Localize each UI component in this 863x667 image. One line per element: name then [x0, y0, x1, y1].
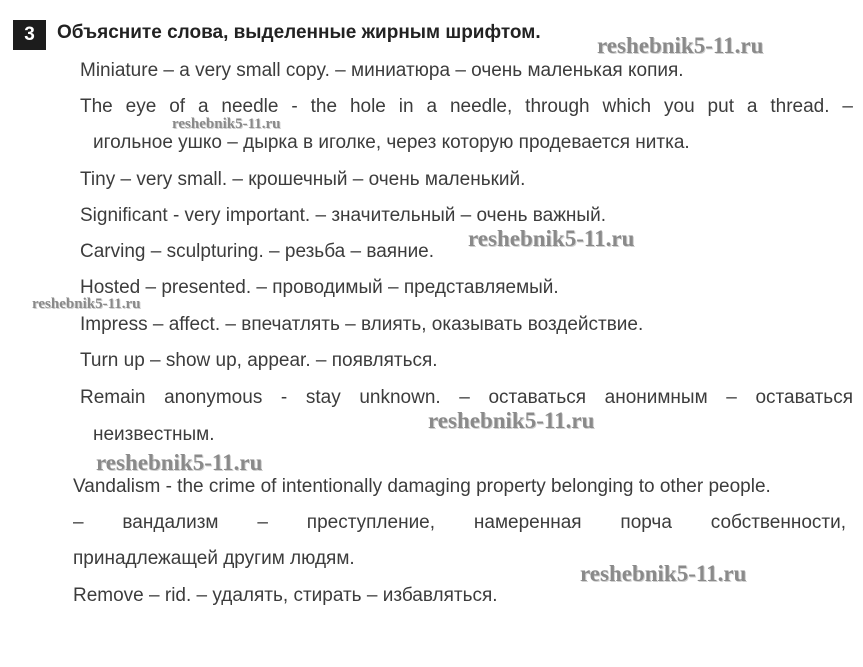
entry-remain-anonymous: Remain anonymous - stay unknown. – оставаться анонимным – оставаться: [80, 387, 853, 408]
task-number-badge: 3: [13, 20, 46, 50]
entry-impress: Impress – affect. – впечатлять – влиять, оказывать воздействие.: [80, 314, 644, 335]
watermark: reshebnik5-11.ru: [468, 226, 635, 251]
watermark: reshebnik5-11.ru: [428, 408, 595, 433]
entry-significant: Significant - very important. – значительный – очень важный.: [80, 205, 606, 226]
watermark: reshebnik5-11.ru: [96, 450, 263, 475]
watermark: reshebnik5-11.ru: [32, 296, 141, 312]
entry-miniature: Miniature – a very small copy. – миниатюра – очень маленькая копия.: [80, 60, 684, 81]
entry-tiny: Tiny – very small. – крошечный – очень маленький.: [80, 169, 526, 190]
watermark: reshebnik5-11.ru: [580, 561, 747, 586]
watermark: reshebnik5-11.ru: [172, 116, 281, 132]
entry-hosted: Hosted – presented. – проводимый – представляемый.: [80, 277, 559, 298]
entry-vandalism-translation: – вандализм – преступление, намеренная порча собственности,: [73, 512, 846, 533]
entry-vandalism-translation-continued: принадлежащей другим людям.: [73, 548, 355, 569]
task-title: Объясните слова, выделенные жирным шрифтом.: [57, 22, 541, 43]
entry-carving: Carving – sculpturing. – резьба – ваяние.: [80, 241, 435, 262]
entry-vandalism: Vandalism - the crime of intentionally damaging property belonging to other people.: [73, 476, 771, 497]
entry-remain-anonymous-continued: неизвестным.: [93, 424, 215, 445]
entry-eye-of-needle: The eye of a needle - the hole in a needle, through which you put a thread. –: [80, 96, 853, 117]
entry-remove: Remove – rid. – удалять, стирать – избавляться.: [73, 585, 498, 606]
entry-turn-up: Turn up – show up, appear. – появляться.: [80, 350, 438, 371]
watermark: reshebnik5-11.ru: [597, 33, 764, 58]
entry-eye-of-needle-translation: игольное ушко – дырка в иголке, через которую продевается нитка.: [93, 132, 690, 153]
